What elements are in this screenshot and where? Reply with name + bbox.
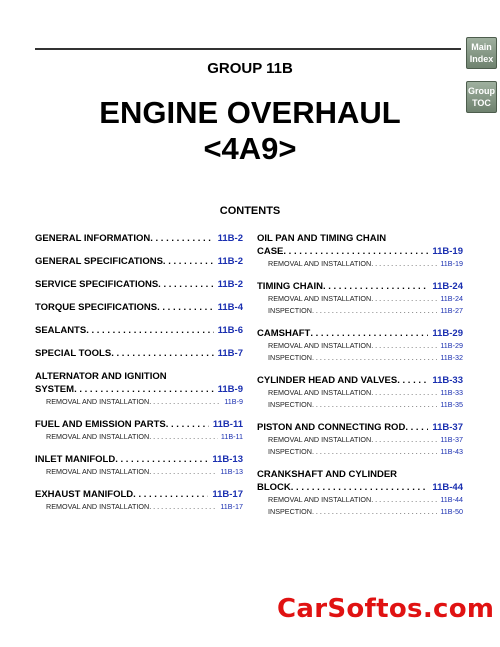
toc-section xyxy=(257,280,463,317)
toc-entry-link[interactable] xyxy=(35,347,243,360)
toc-section xyxy=(257,374,463,411)
dot-leader xyxy=(133,488,208,501)
toc-right-column xyxy=(257,232,463,528)
dot-leader xyxy=(397,374,428,387)
toc-subentry-label: REMOVAL AND INSTALLATION xyxy=(46,397,150,406)
toc-subentry-link[interactable] xyxy=(257,506,463,518)
toc-entry-link[interactable] xyxy=(35,324,243,337)
toc-subentry-label: REMOVAL AND INSTALLATION xyxy=(268,294,372,303)
toc-section xyxy=(35,370,243,408)
toc-subentry-page: 11B-33 xyxy=(440,388,463,397)
dot-leader xyxy=(405,421,428,434)
toc-subentry-page: 11B-11 xyxy=(220,432,243,441)
toc-entry-link[interactable] xyxy=(257,421,463,434)
dot-leader xyxy=(371,387,437,399)
header-rule xyxy=(35,48,461,50)
toc-subentry-page: 11B-17 xyxy=(220,502,243,511)
toc-subentry-page: 11B-35 xyxy=(440,400,463,409)
dot-leader xyxy=(150,232,213,245)
dot-leader xyxy=(149,431,218,443)
dot-leader xyxy=(115,453,208,466)
toc-entry-link[interactable] xyxy=(35,418,243,431)
toc-subentry-link[interactable] xyxy=(35,431,243,443)
dot-leader xyxy=(111,347,213,360)
toc-subentry-label: INSPECTION xyxy=(268,507,312,516)
toc-subentry-label: REMOVAL AND INSTALLATION xyxy=(268,388,372,397)
toc-entry-link[interactable] xyxy=(35,232,243,245)
toc-subentry-label: INSPECTION xyxy=(268,306,312,315)
toc-page-number: 11B-24 xyxy=(432,281,463,292)
dot-leader xyxy=(149,501,217,513)
toc-entry-link[interactable] xyxy=(35,255,243,268)
main-index-button[interactable] xyxy=(466,37,497,69)
toc-entry-label: GENERAL INFORMATION xyxy=(35,233,151,244)
toc-subentry-page: 11B-9 xyxy=(224,397,243,406)
toc-entry-label: BLOCK xyxy=(257,482,291,493)
toc-page-number: 11B-13 xyxy=(212,454,243,465)
toc-subentry-page: 11B-44 xyxy=(440,495,463,504)
dot-leader xyxy=(371,258,437,270)
toc-page-number: 11B-11 xyxy=(212,419,243,430)
contents-heading: CONTENTS xyxy=(219,205,281,217)
toc-section xyxy=(35,453,243,478)
toc-entry-label: SPECIAL TOOLS xyxy=(35,348,112,359)
toc-section xyxy=(257,468,463,518)
toc-subentry-page: 11B-27 xyxy=(440,306,463,315)
toc-subentry-page: 11B-29 xyxy=(440,341,463,350)
toc-section xyxy=(35,488,243,513)
watermark: CarSoftos.com xyxy=(277,594,495,624)
toc-page-number: 11B-17 xyxy=(212,489,243,500)
group-title: GROUP 11B xyxy=(207,60,293,77)
toc-subentry-label: INSPECTION xyxy=(268,353,312,362)
toc-page-number: 11B-33 xyxy=(432,375,463,386)
dot-leader xyxy=(312,399,437,411)
toc-entry-label: CYLINDER HEAD AND VALVES xyxy=(257,375,398,386)
dot-leader xyxy=(371,293,437,305)
toc-section xyxy=(35,278,243,291)
toc-subentry-page: 11B-37 xyxy=(440,435,463,444)
group-toc-label-1: Group xyxy=(468,86,495,96)
toc-entry-link[interactable] xyxy=(35,488,243,501)
toc-section xyxy=(35,232,243,245)
title-line-2: <4A9> xyxy=(203,131,297,166)
dot-leader xyxy=(312,446,437,458)
toc-subentry-label: REMOVAL AND INSTALLATION xyxy=(46,432,150,441)
toc-subentry-page: 11B-32 xyxy=(440,353,463,362)
toc-subentry-label: REMOVAL AND INSTALLATION xyxy=(268,435,372,444)
toc-page-number: 11B-2 xyxy=(217,256,243,267)
toc-section xyxy=(257,327,463,364)
toc-subentry-page: 11B-43 xyxy=(440,447,463,456)
dot-leader xyxy=(323,280,428,293)
toc-entry-link[interactable] xyxy=(257,327,463,340)
dot-leader xyxy=(166,418,209,431)
toc-section xyxy=(35,418,243,443)
toc-page-number: 11B-37 xyxy=(432,422,463,433)
main-index-label-1: Main xyxy=(471,42,492,52)
group-toc-label-2: TOC xyxy=(472,98,491,108)
toc-entry-link[interactable] xyxy=(35,453,243,466)
toc-subentry-label: REMOVAL AND INSTALLATION xyxy=(268,259,372,268)
toc-subentry-link[interactable] xyxy=(257,340,463,352)
title-line-1: ENGINE OVERHAUL xyxy=(99,95,401,130)
dot-leader xyxy=(371,434,437,446)
toc-subentry-page: 11B-13 xyxy=(220,467,243,476)
toc-subentry-link[interactable] xyxy=(257,446,463,458)
toc-entry-label: TORQUE SPECIFICATIONS xyxy=(35,302,158,313)
toc-subentry-link[interactable] xyxy=(257,399,463,411)
dot-leader xyxy=(310,327,428,340)
toc-entry-label: INLET MANIFOLD xyxy=(35,454,116,465)
toc-section xyxy=(35,324,243,337)
toc-subentry-page: 11B-19 xyxy=(440,259,463,268)
toc-page-number: 11B-44 xyxy=(432,482,463,493)
toc-entry-label: TIMING CHAIN xyxy=(257,281,323,292)
dot-leader xyxy=(149,466,217,478)
toc-subentry-link[interactable] xyxy=(257,352,463,364)
toc-entry-link[interactable] xyxy=(257,481,463,494)
dot-leader xyxy=(163,255,214,268)
toc-page-number: 11B-19 xyxy=(432,246,463,257)
toc-subentry-page: 11B-50 xyxy=(440,507,463,516)
dot-leader xyxy=(371,494,437,506)
toc-subentry-link[interactable] xyxy=(35,501,243,513)
toc-entry-title-line: ALTERNATOR AND IGNITION xyxy=(35,371,167,382)
toc-subentry-label: REMOVAL AND INSTALLATION xyxy=(268,495,372,504)
toc-entry-link[interactable] xyxy=(257,280,463,293)
dot-leader xyxy=(291,481,429,494)
toc-entry-label: FUEL AND EMISSION PARTS xyxy=(35,419,166,430)
toc-entry-label: PISTON AND CONNECTING ROD xyxy=(257,422,406,433)
toc-entry-label: GENERAL SPECIFICATIONS xyxy=(35,256,163,267)
toc-entry-link[interactable] xyxy=(35,301,243,314)
toc-entry-link[interactable] xyxy=(257,245,463,258)
toc-page-number: 11B-7 xyxy=(217,348,243,359)
toc-subentry-link[interactable] xyxy=(257,258,463,270)
toc-entry-link[interactable] xyxy=(257,374,463,387)
toc-page-number: 11B-9 xyxy=(217,384,243,395)
toc-subentry-label: INSPECTION xyxy=(268,400,312,409)
toc-entry-link[interactable] xyxy=(35,278,243,291)
toc-section xyxy=(35,255,243,268)
toc-section xyxy=(35,347,243,360)
toc-entry-label: CAMSHAFT xyxy=(257,328,311,339)
toc-subentry-link[interactable] xyxy=(257,293,463,305)
toc-entry-label: SEALANTS xyxy=(35,325,87,336)
toc-subentry-page: 11B-24 xyxy=(440,294,463,303)
dot-leader xyxy=(74,383,214,396)
toc-subentry-label: REMOVAL AND INSTALLATION xyxy=(46,467,150,476)
dot-leader xyxy=(86,324,213,337)
toc-page-number: 11B-2 xyxy=(217,279,243,290)
toc-subentry-link[interactable] xyxy=(257,305,463,317)
toc-subentry-label: INSPECTION xyxy=(268,447,312,456)
group-toc-button[interactable] xyxy=(466,81,497,113)
dot-leader xyxy=(312,305,437,317)
toc-page-number: 11B-29 xyxy=(432,328,463,339)
dot-leader xyxy=(149,396,221,408)
dot-leader xyxy=(312,352,437,364)
toc-entry-title-line: OIL PAN AND TIMING CHAIN xyxy=(257,233,387,244)
toc-entry-label: CASE xyxy=(257,246,284,257)
toc-entry-label: SYSTEM xyxy=(35,384,75,395)
toc-entry-title-line: CRANKSHAFT AND CYLINDER xyxy=(257,469,398,480)
toc-subentry-link[interactable] xyxy=(257,494,463,506)
toc-subentry-link[interactable] xyxy=(257,387,463,399)
toc-page-number: 11B-2 xyxy=(217,233,243,244)
toc-subentry-label: REMOVAL AND INSTALLATION xyxy=(46,502,150,511)
toc-subentry-label: REMOVAL AND INSTALLATION xyxy=(268,341,372,350)
toc-subentry-link[interactable] xyxy=(35,396,243,408)
toc-section xyxy=(257,421,463,458)
dot-leader xyxy=(157,301,214,314)
toc-section xyxy=(35,301,243,314)
toc-entry-link[interactable] xyxy=(35,383,243,396)
dot-leader xyxy=(312,506,437,518)
dot-leader xyxy=(283,245,428,258)
toc-subentry-link[interactable] xyxy=(35,466,243,478)
toc-section xyxy=(257,232,463,270)
toc-entry-label: SERVICE SPECIFICATIONS xyxy=(35,279,159,290)
main-index-label-2: Index xyxy=(469,54,494,64)
dot-leader xyxy=(158,278,213,291)
page-title xyxy=(0,95,500,167)
toc-page-number: 11B-4 xyxy=(217,302,243,313)
toc-left-column xyxy=(35,232,243,523)
toc-entry-label: EXHAUST MANIFOLD xyxy=(35,489,134,500)
dot-leader xyxy=(371,340,437,352)
toc-subentry-link[interactable] xyxy=(257,434,463,446)
toc-page-number: 11B-6 xyxy=(217,325,243,336)
